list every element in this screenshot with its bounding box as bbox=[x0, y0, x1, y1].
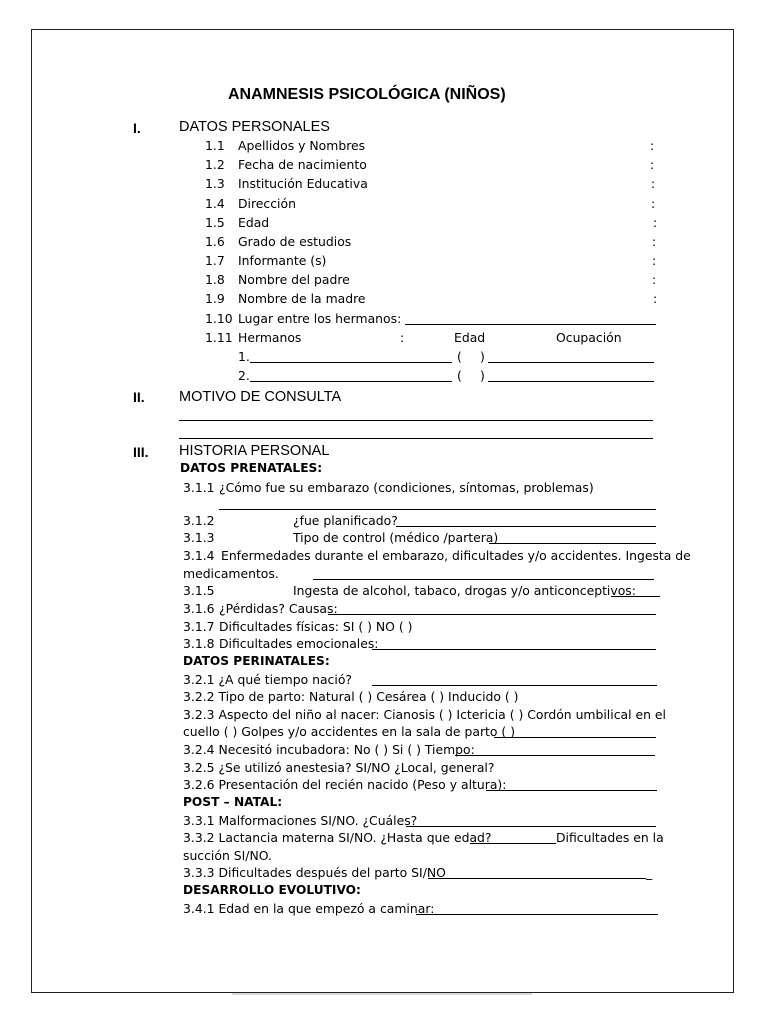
sibling-1-open-paren: ( bbox=[457, 349, 462, 364]
q-3-1-2-text: ¿fue planificado? bbox=[293, 513, 398, 528]
q-3-2-6-text: 3.2.6 Presentación del recién nacido (Peso y altura): bbox=[183, 777, 507, 792]
column-edad: Edad bbox=[454, 330, 486, 345]
q-3-1-8-text: Dificultades emocionales: bbox=[219, 636, 379, 651]
q-3-3-3-text: 3.3.3 Dificultades después del parto SI/NO bbox=[183, 865, 446, 880]
q-3-1-3-text: Tipo de control (médico /partera) bbox=[293, 530, 499, 545]
sibling-1-number: 1. bbox=[238, 349, 250, 364]
item-1-9-colon: : bbox=[653, 291, 658, 306]
q-3-1-1-text: ¿Cómo fue su embarazo (condiciones, síntomas, problemas) bbox=[219, 480, 594, 495]
item-1-4-colon: : bbox=[651, 196, 656, 211]
q-3-4-1-field[interactable] bbox=[416, 914, 658, 915]
item-1-4-number: 1.4 bbox=[205, 196, 225, 211]
q-3-1-7-number: 3.1.7 bbox=[183, 619, 215, 634]
item-1-6-colon: : bbox=[652, 234, 657, 249]
q-3-1-4-number: 3.1.4 bbox=[183, 548, 215, 563]
q-3-3-2-text-cont: succión SI/NO. bbox=[183, 848, 272, 863]
q-3-1-6-text: ¿Pérdidas? Causas: bbox=[219, 601, 338, 616]
item-1-3-colon: : bbox=[651, 176, 656, 191]
item-1-10-field[interactable] bbox=[405, 324, 656, 325]
document-title: ANAMNESIS PSICOLÓGICA (NIÑOS) bbox=[228, 86, 506, 103]
item-1-6-label: Grado de estudios bbox=[238, 234, 352, 249]
item-1-1-colon: : bbox=[650, 138, 655, 153]
section-2-heading: MOTIVO DE CONSULTA bbox=[179, 389, 342, 405]
column-ocupacion: Ocupación bbox=[556, 330, 622, 345]
q-3-2-4-text: 3.2.4 Necesitó incubadora: No ( ) Si ( ) Tiempo: bbox=[183, 742, 475, 757]
q-3-1-6-number: 3.1.6 bbox=[183, 601, 215, 616]
q-3-2-3-text-cont: cuello ( ) Golpes y/o accidentes en la sala de parto ( ) bbox=[183, 724, 516, 739]
item-1-3-label: Institución Educativa bbox=[238, 176, 368, 191]
q-3-2-3-text: 3.2.3 Aspecto del niño al nacer: Cianosis ( ) Ictericia ( ) Cordón umbilical en el bbox=[183, 707, 666, 722]
q-3-3-3-trailing-mark: _ bbox=[646, 865, 653, 880]
sibling-1-close-paren: ) bbox=[480, 349, 485, 364]
item-1-5-colon: : bbox=[653, 215, 658, 230]
item-1-7-number: 1.7 bbox=[205, 253, 225, 268]
postnatal-heading: POST – NATAL: bbox=[183, 795, 283, 809]
section-3-heading: HISTORIA PERSONAL bbox=[179, 443, 330, 459]
item-1-2-colon: : bbox=[650, 157, 655, 172]
item-1-2-label: Fecha de nacimiento bbox=[238, 157, 367, 172]
q-3-1-8-field[interactable] bbox=[372, 649, 656, 650]
item-1-10-number: 1.10 bbox=[205, 311, 233, 326]
consultation-reason-line-1[interactable] bbox=[179, 420, 653, 421]
development-heading: DESARROLLO EVOLUTIVO: bbox=[183, 883, 361, 897]
item-1-3-number: 1.3 bbox=[205, 176, 225, 191]
q-3-1-5-field[interactable] bbox=[611, 596, 660, 597]
q-3-2-4-field[interactable] bbox=[455, 755, 655, 756]
consultation-reason-line-2[interactable] bbox=[179, 438, 653, 439]
sibling-2-name-field[interactable] bbox=[250, 381, 452, 382]
item-1-5-number: 1.5 bbox=[205, 215, 225, 230]
q-3-4-1-text: 3.4.1 Edad en la que empezó a caminar: bbox=[183, 901, 435, 916]
item-1-9-number: 1.9 bbox=[205, 291, 225, 306]
document-page bbox=[31, 29, 734, 993]
q-3-3-2-age-field[interactable] bbox=[470, 843, 556, 844]
item-1-1-number: 1.1 bbox=[205, 138, 225, 153]
q-3-2-5-text: 3.2.5 ¿Se utilizó anestesia? SI/NO ¿Local, general? bbox=[183, 760, 495, 775]
q-3-1-5-text: Ingesta de alcohol, tabaco, drogas y/o anticonceptivos: bbox=[293, 583, 636, 598]
item-1-10-label: Lugar entre los hermanos: bbox=[238, 311, 402, 326]
item-1-11-number: 1.11 bbox=[205, 330, 233, 345]
prenatal-heading: DATOS PRENATALES: bbox=[180, 461, 323, 475]
item-1-6-number: 1.6 bbox=[205, 234, 225, 249]
sibling-1-occupation-field[interactable] bbox=[488, 362, 654, 363]
q-3-2-1-field[interactable] bbox=[372, 685, 657, 686]
q-3-1-3-field[interactable] bbox=[489, 543, 656, 544]
q-3-3-1-text: 3.3.1 Malformaciones SI/NO. ¿Cuáles? bbox=[183, 813, 418, 828]
sibling-2-occupation-field[interactable] bbox=[488, 381, 654, 382]
section-2-number: II. bbox=[133, 389, 145, 405]
footer-divider bbox=[232, 993, 532, 995]
q-3-1-1-field[interactable] bbox=[219, 509, 656, 510]
section-1-number: I. bbox=[133, 120, 141, 136]
q-3-1-8-number: 3.1.8 bbox=[183, 636, 215, 651]
q-3-3-3-field[interactable] bbox=[428, 878, 646, 879]
item-1-11-label: Hermanos bbox=[238, 330, 302, 345]
item-1-9-label: Nombre de la madre bbox=[238, 291, 366, 306]
q-3-1-4-field[interactable] bbox=[313, 579, 654, 580]
sibling-1-name-field[interactable] bbox=[250, 362, 452, 363]
item-1-8-number: 1.8 bbox=[205, 272, 225, 287]
q-3-2-6-field[interactable] bbox=[486, 790, 657, 791]
sibling-2-number: 2. bbox=[238, 368, 250, 383]
q-3-1-4-text: Enfermedades durante el embarazo, dificultades y/o accidentes. Ingesta de bbox=[221, 548, 691, 563]
q-3-3-1-field[interactable] bbox=[406, 826, 656, 827]
item-1-7-colon: : bbox=[652, 253, 657, 268]
sibling-2-close-paren: ) bbox=[480, 368, 485, 383]
item-1-2-number: 1.2 bbox=[205, 157, 225, 172]
perinatal-heading: DATOS PERINATALES: bbox=[183, 654, 330, 668]
item-1-8-colon: : bbox=[652, 272, 657, 287]
q-3-1-7-text: Dificultades físicas: SI ( ) NO ( ) bbox=[219, 619, 413, 634]
q-3-2-3-field[interactable] bbox=[494, 737, 656, 738]
q-3-2-1-text: 3.2.1 ¿A qué tiempo nació? bbox=[183, 672, 352, 687]
section-1-heading: DATOS PERSONALES bbox=[179, 119, 330, 135]
q-3-1-2-number: 3.1.2 bbox=[183, 513, 215, 528]
q-3-1-1-number: 3.1.1 bbox=[183, 480, 215, 495]
item-1-11-colon: : bbox=[400, 330, 405, 345]
item-1-4-label: Dirección bbox=[238, 196, 296, 211]
sibling-2-open-paren: ( bbox=[457, 368, 462, 383]
section-3-number: III. bbox=[133, 444, 149, 460]
item-1-5-label: Edad bbox=[238, 215, 270, 230]
q-3-1-5-number: 3.1.5 bbox=[183, 583, 215, 598]
item-1-8-label: Nombre del padre bbox=[238, 272, 350, 287]
q-3-1-3-number: 3.1.3 bbox=[183, 530, 215, 545]
q-3-1-2-field[interactable] bbox=[396, 526, 656, 527]
q-3-2-2-text: 3.2.2 Tipo de parto: Natural ( ) Cesárea ( ) Inducido ( ) bbox=[183, 689, 519, 704]
q-3-1-4-text-cont: medicamentos. bbox=[183, 566, 279, 581]
q-3-3-2-text-b: Dificultades en la bbox=[556, 830, 664, 845]
q-3-1-6-field[interactable] bbox=[328, 614, 656, 615]
item-1-7-label: Informante (s) bbox=[238, 253, 327, 268]
q-3-3-2-text: 3.3.2 Lactancia materna SI/NO. ¿Hasta que edad? bbox=[183, 830, 492, 845]
item-1-1-label: Apellidos y Nombres bbox=[238, 138, 366, 153]
